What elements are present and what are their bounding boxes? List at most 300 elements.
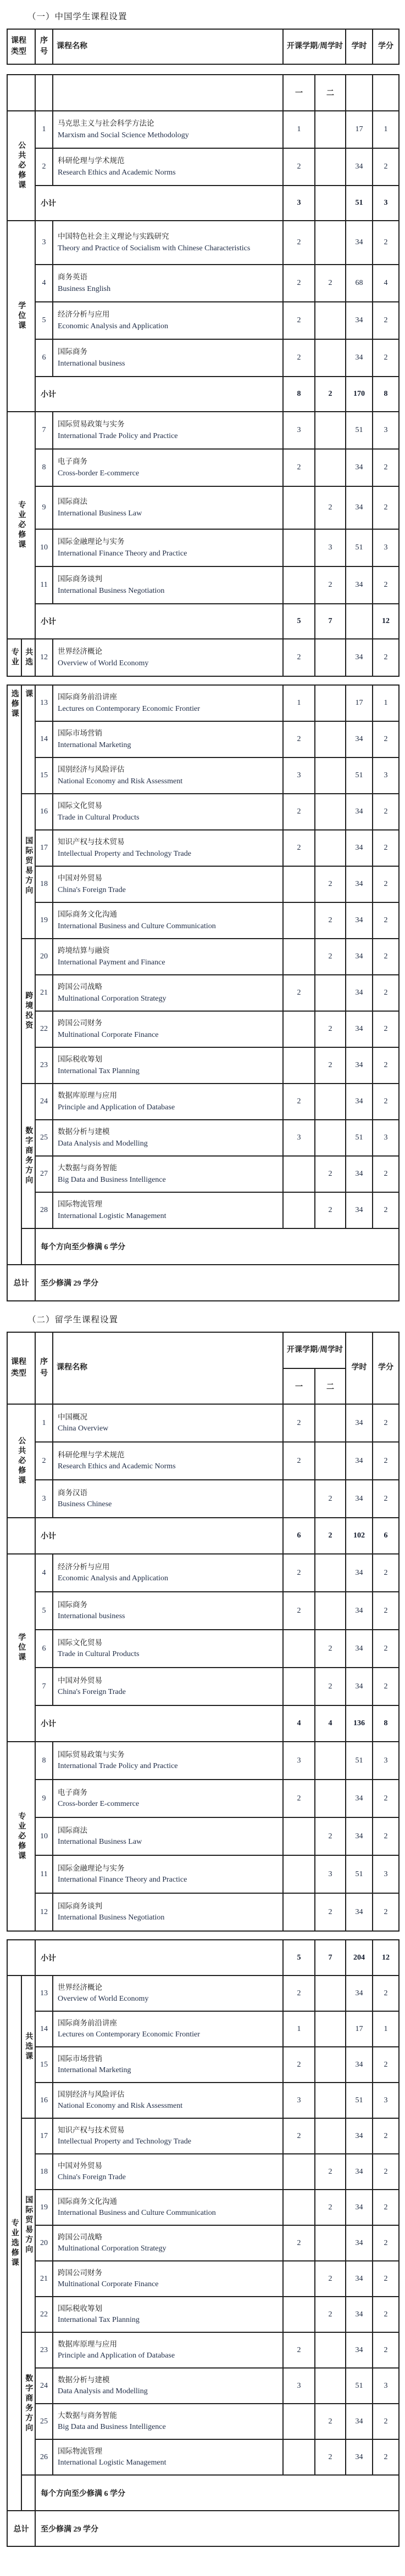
sem2-value: 2 xyxy=(315,902,346,939)
sem2-value: 2 xyxy=(315,566,346,604)
credits-value: 2 xyxy=(373,1668,399,1705)
section-title-international-students: （二）留学生课程设置 xyxy=(27,1315,119,1325)
sem1-value: 2 xyxy=(283,2118,315,2154)
course-name-zh: 数据库原理与应用 xyxy=(58,1091,117,1100)
sem2-value: 2 xyxy=(315,1480,346,1518)
sem2-value xyxy=(315,1742,346,1780)
sem1-value: 1 xyxy=(283,2011,315,2047)
course-name-en: International business xyxy=(58,359,125,368)
course-no: 14 xyxy=(35,2011,53,2047)
hours-value: 34 xyxy=(346,1817,373,1855)
credits-value: 2 xyxy=(373,486,399,529)
course-name-en: National Economy and Risk Assessment xyxy=(58,777,183,785)
sem1-value: 2 xyxy=(283,449,315,486)
credits-value: 3 xyxy=(373,529,399,566)
credits-value: 3 xyxy=(373,1855,399,1893)
course-no: 26 xyxy=(35,2439,53,2475)
hours-value: 102 xyxy=(346,1518,373,1554)
course-name xyxy=(53,566,283,604)
course-name-en: Research Ethics and Academic Norms xyxy=(58,1462,176,1471)
credits-value: 3 xyxy=(373,757,399,794)
course-no: 12 xyxy=(35,639,53,676)
credits-value: 2 xyxy=(373,794,399,830)
sem1-value: 3 xyxy=(283,2368,315,2404)
course-name xyxy=(53,639,283,676)
table-body xyxy=(7,75,399,676)
sem1-value xyxy=(283,2154,315,2190)
course-no: 28 xyxy=(35,1192,53,1228)
sem2-value: 2 xyxy=(315,1893,346,1931)
course-name-zh: 大数据与商务智能 xyxy=(58,2411,117,2420)
course-no: 18 xyxy=(35,866,53,902)
course-name-en: Economic Analysis and Application xyxy=(58,1574,169,1583)
sem1-value xyxy=(283,2404,315,2439)
credits-value: 2 xyxy=(373,1480,399,1518)
sem2-value xyxy=(315,2118,346,2154)
sem2-value: 2 xyxy=(315,2190,346,2225)
hours-value: 51 xyxy=(346,529,373,566)
category-label-text: 公共必修课 xyxy=(17,141,26,190)
course-no: 23 xyxy=(35,2332,53,2368)
table-row xyxy=(7,2190,399,2225)
sem1-value: 2 xyxy=(283,1554,315,1592)
table-row xyxy=(7,2047,399,2083)
sem1-value: 2 xyxy=(283,1976,315,2011)
course-no: 9 xyxy=(35,486,53,529)
hours-value: 34 xyxy=(346,1554,373,1592)
sem1-value xyxy=(283,1156,315,1192)
note-text: 每个方向至少修满 6 学分 xyxy=(35,2475,399,2511)
sem1-value: 2 xyxy=(283,2332,315,2368)
course-name-en: Intellectual Property and Technology Trade xyxy=(58,849,191,858)
course-name-en: Multinational Corporation Strategy xyxy=(58,2244,167,2253)
course-name-zh: 国际商务文化沟通 xyxy=(58,2197,117,2205)
category-label-text: 专业必修课 xyxy=(17,1811,26,1861)
hours-value: 34 xyxy=(346,221,373,265)
hours-value: 34 xyxy=(346,1084,373,1120)
hours-value: 17 xyxy=(346,111,373,148)
course-no: 3 xyxy=(35,1480,53,1518)
course-name-en: China Overview xyxy=(58,1424,109,1433)
course-name-en: International Logistic Management xyxy=(58,2459,167,2467)
chinese-students-table-part2 xyxy=(7,684,400,1301)
course-name-en: Lectures on Contemporary Economic Frontier xyxy=(58,704,200,713)
course-name xyxy=(53,2083,283,2118)
table-row xyxy=(7,29,399,64)
course-name-en: Research Ethics and Academic Norms xyxy=(58,168,176,177)
hours-value: 34 xyxy=(346,2118,373,2154)
chinese-students-table-part1 xyxy=(7,74,400,677)
sem1-value xyxy=(283,1480,315,1518)
course-name-zh: 知识产权与技术贸易 xyxy=(58,2125,125,2134)
course-no: 4 xyxy=(35,1554,53,1592)
category-label-text: 学位课 xyxy=(17,301,26,331)
course-name-zh: 国别经济与风险评估 xyxy=(58,2090,125,2098)
table-row xyxy=(7,2511,399,2546)
course-name xyxy=(53,1192,283,1228)
course-no: 1 xyxy=(35,1404,53,1442)
empty-cell xyxy=(35,75,53,111)
course-name-en: Trade in Cultural Products xyxy=(58,1650,140,1659)
section-title-chinese-students: （一）中国学生课程设置 xyxy=(27,12,127,21)
course-name xyxy=(53,2011,283,2047)
course-name-zh: 国际商务谈判 xyxy=(58,1901,102,1910)
sem1-value xyxy=(283,1047,315,1084)
course-name-en: Overview of World Economy xyxy=(58,659,149,667)
sem2-value xyxy=(315,757,346,794)
table-row xyxy=(7,1976,399,2011)
sem2-value xyxy=(315,830,346,866)
course-name-zh: 国际文化贸易 xyxy=(58,801,102,810)
course-name xyxy=(53,449,283,486)
credits-value: 2 xyxy=(373,2154,399,2190)
course-name xyxy=(53,1554,283,1592)
credits-value: 2 xyxy=(373,449,399,486)
course-name-en: Big Data and Business Intelligence xyxy=(58,1175,166,1184)
course-no: 10 xyxy=(35,1817,53,1855)
note-text: 每个方向至少修满 6 学分 xyxy=(35,1228,399,1265)
course-name-en: International Tax Planning xyxy=(58,2316,140,2325)
total-label: 总计 xyxy=(7,2511,35,2546)
international-students-table-part1 xyxy=(7,1332,400,1932)
sem2-value xyxy=(315,2332,346,2368)
sem2-value: 2 xyxy=(315,939,346,975)
table-row xyxy=(7,566,399,604)
category-label xyxy=(7,639,21,676)
course-name-en: Principle and Application of Database xyxy=(58,2351,175,2360)
category-label xyxy=(7,1554,35,1742)
credits-value: 2 xyxy=(373,1156,399,1192)
course-name-zh: 国际物流管理 xyxy=(58,2446,102,2455)
course-name-zh: 国际金融理论与实务 xyxy=(58,1864,125,1872)
sem1-value xyxy=(283,1817,315,1855)
credits-value: 2 xyxy=(373,1976,399,2011)
note-text: 至少修满 29 学分 xyxy=(35,2511,399,2546)
course-name-zh: 国际金融理论与实务 xyxy=(58,537,125,546)
course-name-en: Big Data and Business Intelligence xyxy=(58,2423,166,2432)
course-name xyxy=(53,721,283,757)
course-name-en: International Business Law xyxy=(58,1838,142,1847)
sem1-value: 2 xyxy=(283,1442,315,1480)
credits-value: 2 xyxy=(373,302,399,339)
sem1-value xyxy=(283,566,315,604)
course-no: 4 xyxy=(35,265,53,302)
table-row xyxy=(7,639,399,676)
sem1-value xyxy=(283,2261,315,2297)
course-name-zh: 经济分析与应用 xyxy=(58,1562,110,1571)
course-no: 8 xyxy=(35,1742,53,1780)
sem1-value xyxy=(283,529,315,566)
category-label xyxy=(21,939,35,1084)
hours-value: 136 xyxy=(346,1705,373,1742)
credits-value: 2 xyxy=(373,2118,399,2154)
total-label: 总计 xyxy=(7,1265,35,1301)
sem2-value xyxy=(315,1592,346,1630)
table-row xyxy=(7,1228,399,1265)
sem2-value: 2 xyxy=(315,1156,346,1192)
sem1-value: 5 xyxy=(283,604,315,639)
sem2-value xyxy=(315,339,346,377)
hours-value: 34 xyxy=(346,148,373,186)
credits-value: 2 xyxy=(373,639,399,676)
sem2-value xyxy=(315,2368,346,2404)
course-no: 6 xyxy=(35,1630,53,1668)
credits-value: 3 xyxy=(373,2368,399,2404)
column-header: 学分 xyxy=(373,1332,399,1404)
table-header-body xyxy=(7,29,399,64)
category-label-text: 国际贸易方向 xyxy=(24,2196,33,2255)
course-name-en: Lectures on Contemporary Economic Frontier xyxy=(58,2030,200,2039)
sem2-value: 2 xyxy=(315,1668,346,1705)
table-row xyxy=(7,1518,399,1554)
table-row xyxy=(7,2118,399,2154)
course-no: 13 xyxy=(35,685,53,721)
course-no: 15 xyxy=(35,757,53,794)
hours-value: 34 xyxy=(346,1480,373,1518)
table-row xyxy=(7,2261,399,2297)
category-label xyxy=(7,111,35,221)
credits-value: 2 xyxy=(373,221,399,265)
course-name xyxy=(53,2404,283,2439)
hours-value: 51 xyxy=(346,1120,373,1156)
table-row xyxy=(7,794,399,830)
hours-value: 34 xyxy=(346,2190,373,2225)
category-label xyxy=(7,221,35,412)
chinese-students-table-header xyxy=(7,29,400,65)
sem2-value xyxy=(315,302,346,339)
course-no: 17 xyxy=(35,2118,53,2154)
course-name xyxy=(53,794,283,830)
credits-value: 2 xyxy=(373,2404,399,2439)
course-no: 14 xyxy=(35,721,53,757)
course-no: 15 xyxy=(35,2047,53,2083)
sem2-value: 2 xyxy=(315,2439,346,2475)
sem1-value xyxy=(283,1011,315,1047)
course-name-en: International Business Negotiation xyxy=(58,586,165,595)
course-name-zh: 世界经济概论 xyxy=(58,647,102,656)
table-row xyxy=(7,148,399,186)
course-name xyxy=(53,2332,283,2368)
empty-cell xyxy=(21,1228,35,1265)
sem2-value: 2 xyxy=(315,2154,346,2190)
hours-value: 34 xyxy=(346,2439,373,2475)
table-row xyxy=(7,1705,399,1742)
category-label xyxy=(21,685,35,794)
table-row xyxy=(7,1156,399,1192)
course-name-zh: 跨国公司财务 xyxy=(58,2268,102,2277)
table-row xyxy=(7,377,399,412)
course-no: 9 xyxy=(35,1780,53,1817)
course-no: 21 xyxy=(35,975,53,1011)
course-name xyxy=(53,529,283,566)
sem1-value: 1 xyxy=(283,685,315,721)
course-name-en: International Logistic Management xyxy=(58,1211,167,1220)
course-no: 1 xyxy=(35,111,53,148)
sem2-value: 2 xyxy=(315,486,346,529)
hours-value: 34 xyxy=(346,721,373,757)
credits-value: 2 xyxy=(373,1192,399,1228)
category-label xyxy=(21,1084,35,1228)
course-name-zh: 国际商务 xyxy=(58,1600,87,1609)
course-no: 8 xyxy=(35,449,53,486)
table-row xyxy=(7,75,399,111)
credits-value: 1 xyxy=(373,111,399,148)
course-name-en: Business English xyxy=(58,284,111,293)
hours-value: 34 xyxy=(346,302,373,339)
sem1-value: 3 xyxy=(283,1742,315,1780)
course-name-en: International Marketing xyxy=(58,2066,131,2075)
course-name xyxy=(53,2297,283,2332)
credits-value: 2 xyxy=(373,566,399,604)
hours-value: 34 xyxy=(346,2297,373,2332)
credits-value: 2 xyxy=(373,148,399,186)
course-name xyxy=(53,1156,283,1192)
subtotal-label: 小计 xyxy=(35,377,283,412)
column-header: 学时 xyxy=(346,1332,373,1404)
course-name-en: International Tax Planning xyxy=(58,1067,140,1075)
hours-value: 34 xyxy=(346,1592,373,1630)
sem2-value: 2 xyxy=(315,866,346,902)
empty-cell xyxy=(373,75,399,111)
sem2-value xyxy=(315,794,346,830)
credits-value: 2 xyxy=(373,1893,399,1931)
course-no: 2 xyxy=(35,1442,53,1480)
empty-cell xyxy=(7,1518,35,1554)
sem2-value: 2 xyxy=(315,1192,346,1228)
empty-cell xyxy=(7,75,35,111)
course-name-zh: 商务英语 xyxy=(58,273,87,282)
hours-value: 34 xyxy=(346,486,373,529)
table-row xyxy=(7,2225,399,2261)
credits-value: 2 xyxy=(373,1780,399,1817)
course-name xyxy=(53,1742,283,1780)
course-no: 5 xyxy=(35,1592,53,1630)
course-no: 7 xyxy=(35,412,53,449)
sem2-value xyxy=(315,1780,346,1817)
credits-value: 12 xyxy=(373,604,399,639)
sem2-value: 7 xyxy=(315,604,346,639)
table-row xyxy=(7,1554,399,1592)
sem1-value: 2 xyxy=(283,794,315,830)
sem2-value: 2 xyxy=(315,1817,346,1855)
credits-value: 2 xyxy=(373,1592,399,1630)
hours-value: 51 xyxy=(346,2368,373,2404)
sem1-value: 2 xyxy=(283,1592,315,1630)
sem2-value: 3 xyxy=(315,1855,346,1893)
table-row xyxy=(7,830,399,866)
hours-value: 34 xyxy=(346,1047,373,1084)
hours-value: 68 xyxy=(346,265,373,302)
table-row xyxy=(7,221,399,265)
course-name-en: China's Foreign Trade xyxy=(58,2173,126,2182)
table-row xyxy=(7,2332,399,2368)
table-row xyxy=(7,1592,399,1630)
course-name-zh: 国际商务谈判 xyxy=(58,575,102,583)
category-label xyxy=(7,1976,21,2511)
course-name-en: Intellectual Property and Technology Trade xyxy=(58,2137,191,2146)
credits-value: 2 xyxy=(373,2297,399,2332)
course-name xyxy=(53,1011,283,1047)
course-name-en: International Business and Culture Communication xyxy=(58,2209,216,2218)
sem2-value xyxy=(315,1084,346,1120)
course-name-zh: 知识产权与技术贸易 xyxy=(58,838,125,846)
course-name xyxy=(53,2439,283,2475)
table-row xyxy=(7,1630,399,1668)
course-name-en: International Business and Culture Communication xyxy=(58,922,216,930)
table-row xyxy=(7,2083,399,2118)
credits-value: 3 xyxy=(373,412,399,449)
sem1-value: 6 xyxy=(283,1518,315,1554)
course-no: 18 xyxy=(35,2154,53,2190)
course-name-zh: 商务汉语 xyxy=(58,1488,87,1497)
credits-value: 2 xyxy=(373,2332,399,2368)
course-name-en: Multinational Corporate Finance xyxy=(58,2280,159,2289)
sem1-value xyxy=(283,2439,315,2475)
course-name-zh: 中国对外贸易 xyxy=(58,874,102,883)
course-name xyxy=(53,975,283,1011)
sem2-value: 2 xyxy=(315,2261,346,2297)
course-name-zh: 中国概况 xyxy=(58,1412,87,1421)
sem1-value: 3 xyxy=(283,186,315,221)
sem2-value xyxy=(315,2011,346,2047)
sem1-value: 5 xyxy=(283,1940,315,1976)
sem1-value: 2 xyxy=(283,1404,315,1442)
sem2-value: 2 xyxy=(315,265,346,302)
course-name xyxy=(53,148,283,186)
subtotal-label: 小计 xyxy=(35,186,283,221)
table-row xyxy=(7,604,399,639)
empty-cell xyxy=(7,1940,35,1976)
course-no: 20 xyxy=(35,939,53,975)
course-name-zh: 中国对外贸易 xyxy=(58,1676,102,1685)
hours-value: 34 xyxy=(346,449,373,486)
credits-value: 12 xyxy=(373,1940,399,1976)
course-name xyxy=(53,939,283,975)
credits-value: 2 xyxy=(373,1630,399,1668)
table-row xyxy=(7,2011,399,2047)
column-header: 序号 xyxy=(35,29,53,64)
credits-value: 3 xyxy=(373,186,399,221)
credits-value: 8 xyxy=(373,1705,399,1742)
course-name xyxy=(53,2225,283,2261)
table-row xyxy=(7,1084,399,1120)
sem1-value: 4 xyxy=(283,1705,315,1742)
hours-value: 34 xyxy=(346,939,373,975)
hours-value: 34 xyxy=(346,1192,373,1228)
course-name xyxy=(53,685,283,721)
course-name-en: Multinational Corporate Finance xyxy=(58,1030,159,1039)
category-label-text: 数字商务方向 xyxy=(24,2374,33,2433)
course-name-zh: 国际商务 xyxy=(58,347,87,356)
hours-value: 34 xyxy=(346,1668,373,1705)
sem1-value: 2 xyxy=(283,221,315,265)
hours-value: 34 xyxy=(346,2404,373,2439)
course-no: 11 xyxy=(35,1855,53,1893)
course-name-zh: 中国对外贸易 xyxy=(58,2161,102,2170)
hours-value: 51 xyxy=(346,412,373,449)
table-row xyxy=(7,1404,399,1442)
semester-header: 二 xyxy=(315,75,346,111)
course-no: 7 xyxy=(35,1668,53,1705)
course-no: 20 xyxy=(35,2225,53,2261)
table-row xyxy=(7,2154,399,2190)
column-header: 开课学期/周学时 xyxy=(283,1332,346,1368)
course-name-en: National Economy and Risk Assessment xyxy=(58,2102,183,2111)
table-row xyxy=(7,685,399,721)
course-no: 24 xyxy=(35,2368,53,2404)
course-name-zh: 国际贸易政策与实务 xyxy=(58,1750,125,1759)
course-no: 25 xyxy=(35,1120,53,1156)
